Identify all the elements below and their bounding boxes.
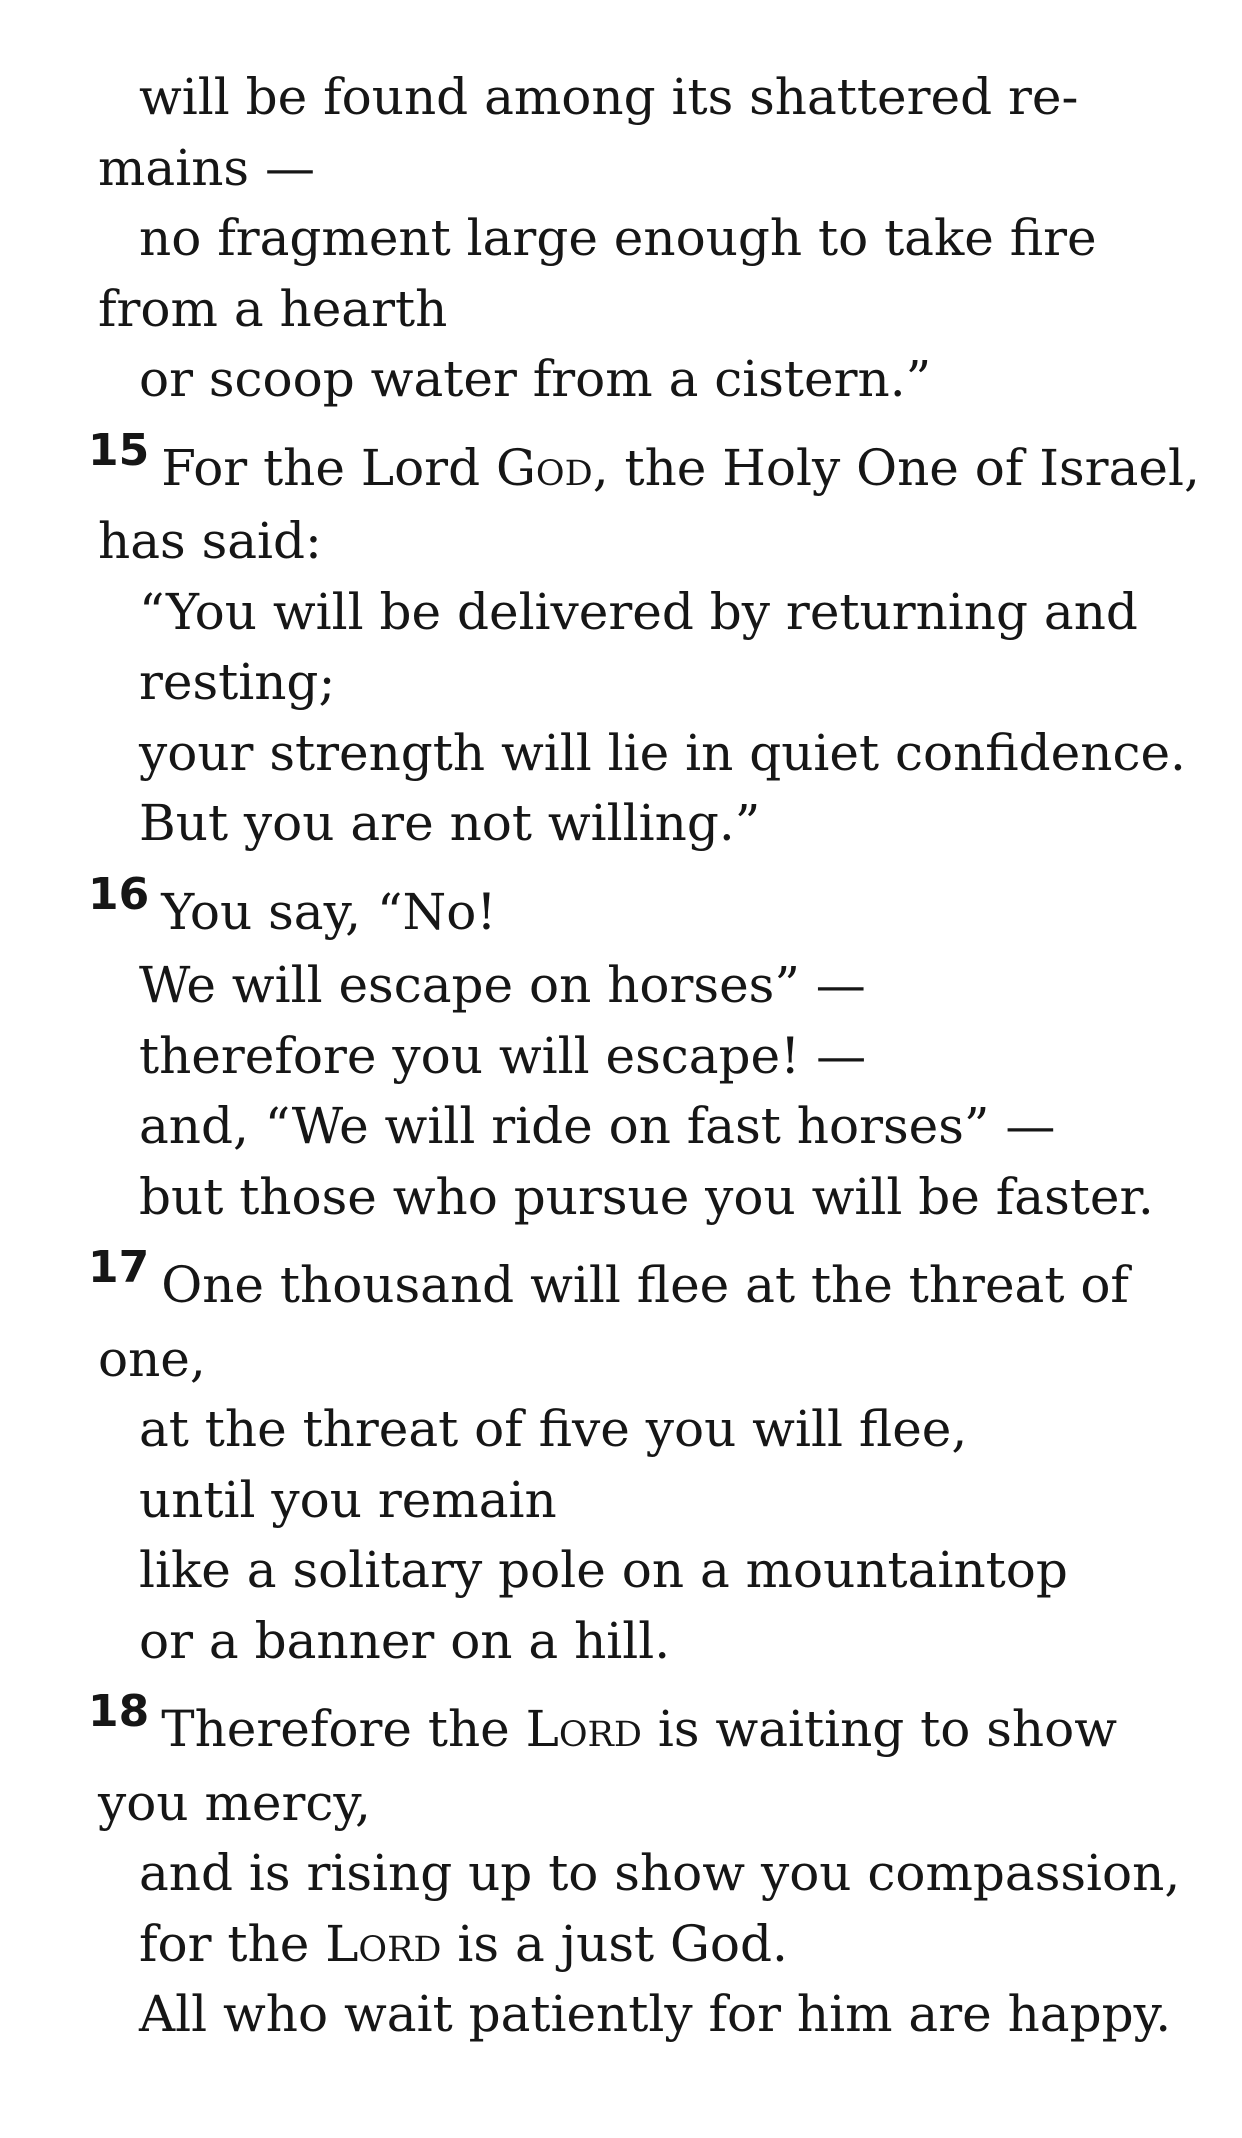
poetry-line: But you are not willing.” bbox=[139, 794, 761, 852]
verse-18-first-line: 18 Therefore the Lord is waiting to show you mercy, bbox=[88, 1686, 1118, 1832]
poetry-line: like a solitary pole on a mountaintop bbox=[139, 1541, 1068, 1599]
poetry-line: for the Lord is a just God. bbox=[139, 1914, 788, 1973]
poetry-line bbox=[98, 62, 1212, 203]
verse-15-first-line: 15 For the Lord God, the Holy One of Israel, has said: bbox=[88, 424, 1200, 570]
divine-name: God bbox=[495, 438, 593, 497]
verse-16-first-line: 16 You say, “No! bbox=[88, 868, 497, 941]
verse-number: 17 bbox=[88, 1242, 150, 1293]
poetry-line: We will escape on horses” — bbox=[139, 956, 866, 1014]
divine-name: Lord bbox=[325, 1914, 442, 1973]
line-text-wrap: from a hearth bbox=[98, 279, 448, 338]
poetry-line: All who wait patiently for him are happy. bbox=[139, 1985, 1172, 2043]
poetry-line bbox=[98, 203, 1212, 344]
poetry-line: at the threat of five you will flee, bbox=[139, 1400, 968, 1458]
poetry-line: therefore you will escape! — bbox=[139, 1026, 867, 1085]
verse-number: 18 bbox=[88, 1686, 150, 1737]
verse-number: 15 bbox=[88, 424, 150, 476]
poetry-line: and, “We will ride on fast horses” — bbox=[139, 1097, 1056, 1155]
line-text: no fragment large enough to take fire bbox=[139, 209, 1097, 267]
line-text-wrap: mains — bbox=[98, 138, 315, 197]
line-text: will be found among its shattered re- bbox=[139, 68, 1079, 126]
poetry-line: or a banner on a hill. bbox=[139, 1611, 671, 1670]
poetry-line: or scoop water from a cistern.” bbox=[139, 350, 932, 408]
poetry-line: “You will be delivered by returning and resting; bbox=[139, 582, 1138, 711]
divine-name: Lord bbox=[525, 1700, 642, 1758]
poetry-line: until you remain bbox=[139, 1470, 557, 1529]
poetry-line: your strength will lie in quiet confidence. bbox=[139, 723, 1186, 782]
poetry-line: but those who pursue you will be faster. bbox=[139, 1167, 1154, 1226]
poetry-line: and is rising up to show you compassion, bbox=[139, 1844, 1181, 1902]
verse-number: 16 bbox=[88, 868, 150, 920]
verse-17-first-line: 17 One thousand will flee at the threat of one, bbox=[88, 1242, 1129, 1388]
